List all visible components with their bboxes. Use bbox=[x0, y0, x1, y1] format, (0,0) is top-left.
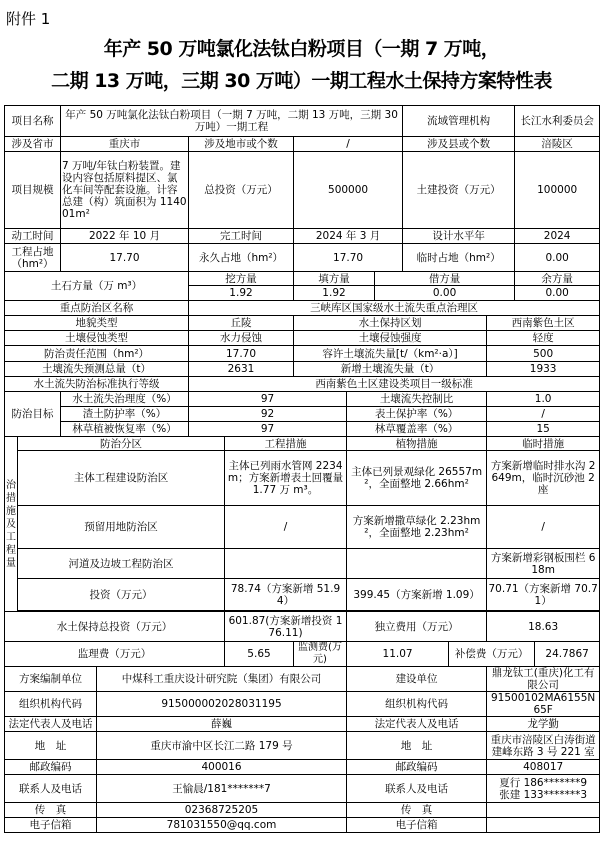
county-value: 涪陵区 bbox=[515, 137, 600, 152]
postcode-label: 邮政编码 bbox=[347, 760, 487, 775]
target-label: 表土保护率（%） bbox=[347, 407, 487, 422]
earthwork-value: 0.00 bbox=[375, 286, 515, 301]
measure-zone: 预留用地防治区 bbox=[18, 506, 225, 549]
legal-rep-label: 法定代表人及电话 bbox=[5, 717, 97, 732]
address-value: 重庆市涪陵区白涛街道建峰东路 3 号 221 室 bbox=[487, 732, 600, 760]
earthwork-header: 余方量 bbox=[515, 272, 600, 286]
civil-investment-label: 土建投资（万元） bbox=[403, 152, 515, 229]
fax-label: 传 真 bbox=[5, 803, 97, 818]
engineering-measure: / bbox=[225, 506, 347, 549]
target-value: 97 bbox=[189, 422, 347, 437]
plant-measure: 主体已列景观绿化 26557m²，全面整地 2.66hm² bbox=[347, 451, 487, 506]
supervision-fee-label: 监理费（万元） bbox=[5, 642, 225, 667]
temporary-investment: 70.71（方案新增 70.71） bbox=[487, 579, 600, 611]
measures-investment-label: 投资（万元） bbox=[18, 579, 225, 611]
target-value: / bbox=[487, 407, 600, 422]
standard-value: 西南紫色土区建设类项目一级标准 bbox=[189, 377, 600, 392]
measure-zone: 河道及边坡工程防治区 bbox=[18, 549, 225, 579]
contact-line: 张建 133*******3 bbox=[499, 788, 588, 801]
total-investment-label: 总投资（万元） bbox=[189, 152, 294, 229]
target-value: 1.0 bbox=[487, 392, 600, 407]
target-label: 水土流失治理度（%） bbox=[61, 392, 189, 407]
erosion-intensity-label: 土壤侵蚀强度 bbox=[294, 331, 487, 346]
civil-investment-value: 100000 bbox=[515, 152, 600, 229]
fax-value: 02368725205 bbox=[97, 803, 347, 818]
temporary-measure: 方案新增临时排水沟 2649m，临时沉砂池 2 座 bbox=[487, 451, 600, 506]
fax-label: 传 真 bbox=[347, 803, 487, 818]
responsibility-range-value: 17.70 bbox=[189, 346, 294, 362]
org-code-value: 91500102MA6155N65F bbox=[487, 692, 600, 717]
plant-investment: 399.45（方案新增 1.09） bbox=[347, 579, 487, 611]
land-area-label: 工程占地（hm²） bbox=[5, 244, 61, 272]
temporary-measure: / bbox=[487, 506, 600, 549]
basin-value: 长江水利委员会 bbox=[515, 106, 600, 137]
temporary-area-label: 临时占地（hm²） bbox=[403, 244, 515, 272]
address-label: 地 址 bbox=[347, 732, 487, 760]
province-label: 涉及省市 bbox=[5, 137, 61, 152]
total-investment-value: 500000 bbox=[294, 152, 403, 229]
scale-value: 7 万吨/年钛白粉装置。建设内容包括原料提区、氯化车间等配套设施。计容总建（构）筑面积为 114001m² bbox=[61, 152, 189, 229]
measures-header: 防治分区 bbox=[18, 437, 225, 451]
engineering-measure: 主体已列雨水管网 2234m；方案新增表土回覆量 1.77 万 m³。 bbox=[225, 451, 347, 506]
contact-value: 王愉晨/181*******7 bbox=[97, 775, 347, 803]
construction-unit-value: 鼎龙钛工(重庆)化工有限公司 bbox=[487, 667, 600, 692]
page-title-line-2: 二期 13 万吨，三期 30 万吨）一期工程水土保持方案特性表 bbox=[51, 70, 552, 92]
measures-header: 工程措施 bbox=[225, 437, 347, 451]
design-year-value: 2024 bbox=[515, 229, 600, 244]
target-label: 土壤流失控制比 bbox=[347, 392, 487, 407]
soil-zone-label: 水土保持区划 bbox=[294, 316, 487, 331]
temporary-area-value: 0.00 bbox=[515, 244, 600, 272]
earthwork-header: 挖方量 bbox=[189, 272, 294, 286]
earthwork-header: 填方量 bbox=[294, 272, 375, 286]
responsibility-range-label: 防治责任范围（hm²） bbox=[5, 346, 189, 362]
target-label: 林草植被恢复率（%） bbox=[61, 422, 189, 437]
plant-measure bbox=[347, 549, 487, 579]
land-area-value: 17.70 bbox=[61, 244, 189, 272]
allowable-loss-value: 500 bbox=[487, 346, 600, 362]
total-soil-investment-value: 601.87(方案新增投资 176.11) bbox=[225, 612, 347, 642]
page-title-line-1: 年产 50 万吨氯化法钛白粉项目（一期 7 万吨， bbox=[103, 38, 500, 60]
engineering-measure bbox=[225, 549, 347, 579]
permanent-area-value: 17.70 bbox=[294, 244, 403, 272]
allowable-loss-label: 容许土壤流失量[t/（km²·a）] bbox=[294, 346, 487, 362]
county-label: 涉及县或个数 bbox=[403, 137, 515, 152]
start-time-value: 2022 年 10 月 bbox=[61, 229, 189, 244]
earthwork-value: 0.00 bbox=[515, 286, 600, 301]
key-area-label: 重点防治区名称 bbox=[5, 301, 189, 316]
design-year-label: 设计水平年 bbox=[403, 229, 515, 244]
email-value bbox=[487, 818, 600, 833]
org-code-value: 915000002028031195 bbox=[97, 692, 347, 717]
erosion-type-label: 土壤侵蚀类型 bbox=[5, 331, 189, 346]
postcode-value: 408017 bbox=[487, 760, 600, 775]
new-loss-value: 1933 bbox=[487, 362, 600, 377]
start-time-label: 动工时间 bbox=[5, 229, 61, 244]
end-time-value: 2024 年 3 月 bbox=[294, 229, 403, 244]
landform-label: 地貌类型 bbox=[5, 316, 189, 331]
city-value: / bbox=[294, 137, 403, 152]
province-value: 重庆市 bbox=[61, 137, 189, 152]
monitoring-fee-value: 11.07 bbox=[347, 642, 449, 667]
soil-zone-value: 西南紫色土区 bbox=[487, 316, 600, 331]
project-name-value: 年产 50 万吨氯化法钛白粉项目（一期 7 万吨，二期 13 万吨，三期 30 万吨）一期工程 bbox=[61, 106, 403, 137]
legal-rep-value: 龙学勤 bbox=[487, 717, 600, 732]
earthwork-value: 1.92 bbox=[294, 286, 375, 301]
earthwork-header: 借方量 bbox=[375, 272, 515, 286]
address-label: 地 址 bbox=[5, 732, 97, 760]
plan-unit-label: 方案编制单位 bbox=[5, 667, 97, 692]
address-value: 重庆市渝中区长江二路 179 号 bbox=[97, 732, 347, 760]
measures-header: 临时措施 bbox=[487, 437, 600, 451]
compensation-fee-label: 补偿费（万元） bbox=[449, 642, 535, 667]
end-time-label: 完工时间 bbox=[189, 229, 294, 244]
erosion-intensity-value: 轻度 bbox=[487, 331, 600, 346]
fax-value bbox=[487, 803, 600, 818]
independent-cost-label: 独立费用（万元） bbox=[347, 612, 487, 642]
contact-label: 联系人及电话 bbox=[347, 775, 487, 803]
target-value: 97 bbox=[189, 392, 347, 407]
independent-cost-value: 18.63 bbox=[487, 612, 600, 642]
earthwork-value: 1.92 bbox=[189, 286, 294, 301]
erosion-type-value: 水力侵蚀 bbox=[189, 331, 294, 346]
temporary-measure: 方案新增彩钢板围栏 618m bbox=[487, 549, 600, 579]
email-label: 电子信箱 bbox=[5, 818, 97, 833]
email-label: 电子信箱 bbox=[347, 818, 487, 833]
new-loss-label: 新增土壤流失量（t） bbox=[294, 362, 487, 377]
contact-label: 联系人及电话 bbox=[5, 775, 97, 803]
target-label: 渣土防护率（%） bbox=[61, 407, 189, 422]
target-label: 林草覆盖率（%） bbox=[347, 422, 487, 437]
standard-label: 水土流失防治标准执行等级 bbox=[5, 377, 189, 392]
construction-unit-label: 建设单位 bbox=[347, 667, 487, 692]
email-value: 781031550@qq.com bbox=[97, 818, 347, 833]
total-soil-investment-label: 水土保持总投资（万元） bbox=[5, 612, 225, 642]
org-code-label: 组织机构代码 bbox=[5, 692, 97, 717]
appendix-label: 附件 1 bbox=[6, 10, 51, 28]
permanent-area-label: 永久占地（hm²） bbox=[189, 244, 294, 272]
postcode-value: 400016 bbox=[97, 760, 347, 775]
legal-rep-value: 薛巍 bbox=[97, 717, 347, 732]
measures-header: 植物措施 bbox=[347, 437, 487, 451]
predicted-loss-value: 2631 bbox=[189, 362, 294, 377]
monitoring-fee-label: 监测费(万元) bbox=[294, 642, 347, 667]
postcode-label: 邮政编码 bbox=[5, 760, 97, 775]
supervision-fee-value: 5.65 bbox=[225, 642, 294, 667]
engineering-investment: 78.74（方案新增 51.94） bbox=[225, 579, 347, 611]
landform-value: 丘陵 bbox=[189, 316, 294, 331]
basin-label: 流域管理机构 bbox=[403, 106, 515, 137]
contact-value bbox=[487, 775, 600, 803]
org-code-label: 组织机构代码 bbox=[347, 692, 487, 717]
characteristics-table bbox=[4, 105, 600, 833]
contact-line: 夏行 186*******9 bbox=[499, 776, 588, 789]
legal-rep-label: 法定代表人及电话 bbox=[347, 717, 487, 732]
earthwork-label: 土石方量（万 m³） bbox=[5, 272, 189, 301]
targets-label: 防治目标 bbox=[5, 392, 61, 437]
key-area-value: 三峡库区国家级水土流失重点治理区 bbox=[189, 301, 600, 316]
measures-label: 治措施及工程量 bbox=[5, 437, 18, 612]
scale-label: 项目规模 bbox=[5, 152, 61, 229]
predicted-loss-label: 土壤流失预测总量（t） bbox=[5, 362, 189, 377]
plant-measure: 方案新增撒草绿化 2.23hm²，全面整地 2.23hm² bbox=[347, 506, 487, 549]
target-value: 92 bbox=[189, 407, 347, 422]
project-name-label: 项目名称 bbox=[5, 106, 61, 137]
measure-zone: 主体工程建设防治区 bbox=[18, 451, 225, 506]
city-label: 涉及地市或个数 bbox=[189, 137, 294, 152]
target-value: 15 bbox=[487, 422, 600, 437]
compensation-fee-value: 24.7867 bbox=[535, 642, 600, 667]
plan-unit-value: 中煤科工重庆设计研究院（集团）有限公司 bbox=[97, 667, 347, 692]
